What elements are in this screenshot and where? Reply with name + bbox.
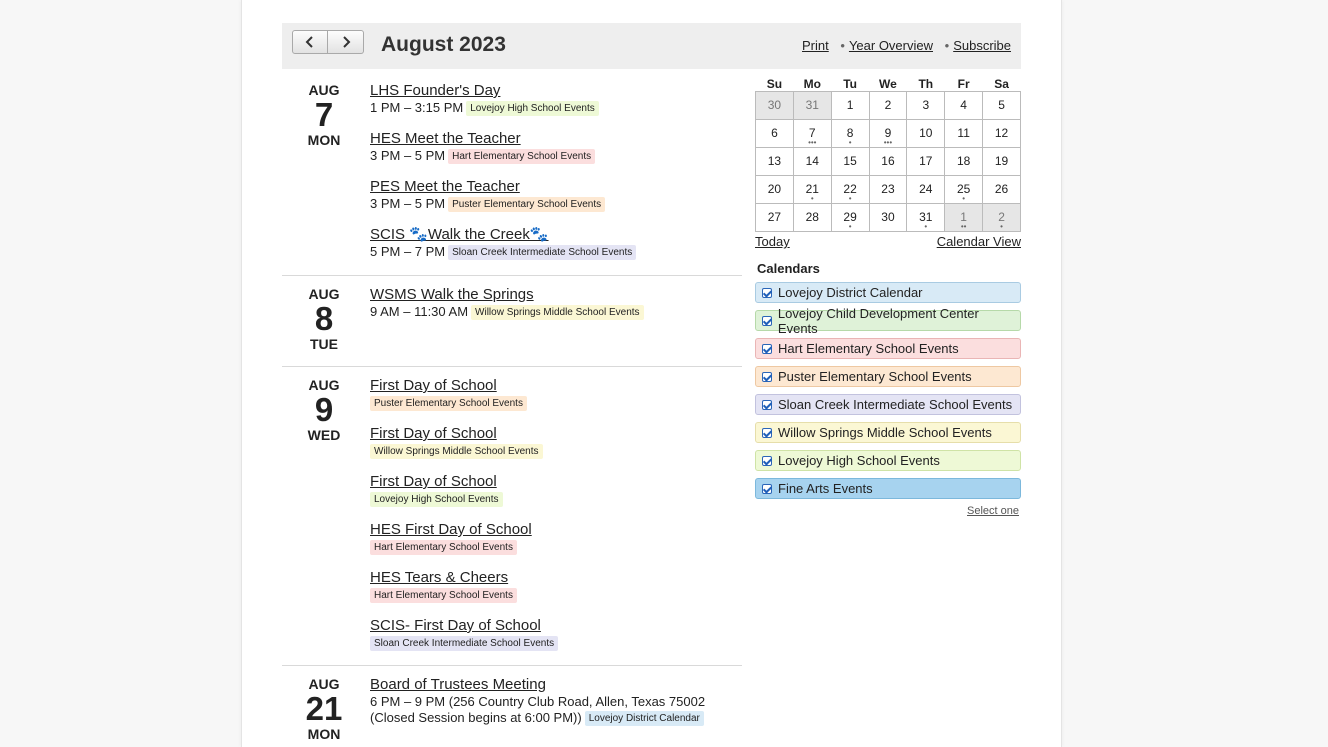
chevron-left-icon bbox=[303, 35, 317, 49]
mini-day-number: 13 bbox=[767, 154, 782, 168]
calendar-tag: Sloan Creek Intermediate School Events bbox=[370, 636, 558, 651]
print-link[interactable]: Print bbox=[802, 38, 829, 53]
weekday-header: Tu bbox=[843, 76, 857, 91]
event-meta bbox=[370, 395, 742, 411]
event-meta bbox=[370, 244, 742, 260]
event-meta bbox=[370, 148, 742, 164]
mini-calendar-footer bbox=[755, 234, 1021, 249]
link-separator: • bbox=[944, 38, 950, 53]
mini-day-number: 10 bbox=[919, 126, 933, 140]
weekday-header: Fr bbox=[957, 76, 970, 91]
checkbox-checked-icon[interactable] bbox=[762, 372, 772, 382]
calendar-label: Fine Arts Events bbox=[778, 481, 873, 496]
calendar-label: Lovejoy Child Development Center Events bbox=[777, 305, 979, 336]
mini-day-cell[interactable] bbox=[945, 92, 983, 120]
toolbar-links bbox=[802, 38, 1011, 53]
mini-day-cell[interactable] bbox=[831, 120, 869, 148]
day-date bbox=[282, 676, 366, 742]
mini-day-cell[interactable] bbox=[869, 204, 907, 232]
mini-day-number: 25 bbox=[956, 182, 971, 196]
today-link[interactable]: Today bbox=[755, 234, 790, 249]
mini-day-number: 5 bbox=[998, 98, 1005, 112]
mini-day-number: 15 bbox=[843, 154, 857, 168]
date-weekday: TUE bbox=[310, 336, 338, 352]
event-indicator-dots: •• bbox=[960, 222, 967, 231]
mini-day-cell[interactable] bbox=[831, 148, 869, 176]
event-item bbox=[370, 617, 742, 651]
event-indicator-dots: • bbox=[848, 222, 852, 231]
mini-day-number: 8 bbox=[846, 126, 854, 140]
mini-day-cell[interactable] bbox=[907, 120, 945, 148]
day-group bbox=[282, 666, 742, 747]
calendar-toggle[interactable] bbox=[755, 422, 1021, 443]
mini-day-number: 20 bbox=[767, 182, 782, 196]
mini-day-number: 1 bbox=[846, 98, 854, 112]
mini-day-number: 18 bbox=[956, 154, 971, 168]
calendars-list bbox=[755, 282, 1021, 499]
mini-day-cell[interactable] bbox=[869, 176, 907, 204]
mini-day-cell[interactable] bbox=[945, 204, 983, 232]
event-indicator-dots: • bbox=[848, 194, 852, 203]
mini-day-cell[interactable] bbox=[907, 176, 945, 204]
mini-day-number: 12 bbox=[994, 126, 1009, 140]
date-weekday: MON bbox=[307, 132, 341, 148]
mini-day-number: 30 bbox=[881, 210, 895, 224]
event-title-link[interactable]: HES Tears & Cheers bbox=[370, 569, 509, 586]
event-time-note: (Closed Session begins at 6:00 PM)) bbox=[370, 710, 582, 725]
event-indicator-dots: • bbox=[962, 194, 966, 203]
mini-day-number: 2 bbox=[998, 210, 1005, 224]
date-month: AUG bbox=[308, 286, 340, 302]
calendar-tag: Willow Springs Middle School Events bbox=[370, 444, 543, 459]
event-title-link[interactable]: First Day of School bbox=[370, 377, 497, 394]
agenda-list bbox=[282, 72, 742, 747]
mini-day-number: 31 bbox=[919, 210, 933, 224]
mini-day-number: 1 bbox=[960, 210, 967, 224]
mini-day-cell[interactable] bbox=[831, 92, 869, 120]
calendar-label: Lovejoy District Calendar bbox=[778, 285, 923, 300]
event-title-link[interactable]: WSMS Walk the Springs bbox=[370, 286, 534, 303]
calendar-label: Puster Elementary School Events bbox=[778, 369, 972, 384]
calendar-tag: Puster Elementary School Events bbox=[370, 396, 527, 411]
day-group bbox=[282, 276, 742, 367]
event-item bbox=[370, 130, 742, 164]
mini-day-number: 4 bbox=[960, 98, 967, 112]
event-title-link[interactable]: SCIS- First Day of School bbox=[370, 617, 541, 634]
mini-day-cell[interactable] bbox=[907, 92, 945, 120]
event-meta bbox=[370, 196, 742, 212]
calendar-label: Willow Springs Middle School Events bbox=[778, 425, 992, 440]
day-events bbox=[370, 276, 742, 320]
mini-day-number: 9 bbox=[884, 126, 892, 140]
chevron-right-icon bbox=[339, 35, 353, 49]
mini-day-cell[interactable] bbox=[983, 148, 1021, 176]
event-item bbox=[370, 425, 742, 459]
day-events bbox=[370, 367, 742, 651]
event-item bbox=[370, 569, 742, 603]
calendar-toggle[interactable] bbox=[755, 394, 1021, 415]
calendar-tag: Sloan Creek Intermediate School Events bbox=[448, 245, 636, 260]
mini-week-row bbox=[756, 176, 1021, 204]
date-number: 9 bbox=[314, 391, 334, 428]
event-meta bbox=[370, 539, 742, 555]
event-meta bbox=[370, 694, 742, 726]
day-date bbox=[282, 82, 366, 148]
mini-day-cell[interactable] bbox=[793, 92, 831, 120]
day-events bbox=[370, 72, 742, 260]
mini-day-number: 28 bbox=[805, 210, 819, 224]
date-month: AUG bbox=[308, 377, 340, 393]
checkbox-checked-icon[interactable] bbox=[762, 456, 772, 466]
select-one-link[interactable]: Select one bbox=[967, 505, 1019, 517]
mini-day-cell[interactable] bbox=[945, 176, 983, 204]
event-indicator-dots: • bbox=[924, 222, 928, 231]
date-weekday: MON bbox=[307, 726, 341, 742]
day-events bbox=[370, 666, 742, 726]
event-meta bbox=[370, 491, 742, 507]
event-item bbox=[370, 226, 742, 260]
event-title-link[interactable]: Board of Trustees Meeting bbox=[370, 676, 546, 693]
mini-day-cell[interactable] bbox=[793, 120, 831, 148]
mini-day-cell[interactable] bbox=[869, 92, 907, 120]
event-time: 3 PM – 5 PM bbox=[370, 196, 446, 211]
event-item bbox=[370, 377, 742, 411]
calendar-toggle[interactable] bbox=[755, 305, 1021, 336]
checkbox-checked-icon[interactable] bbox=[762, 288, 772, 298]
event-indicator-dots: ••• bbox=[808, 138, 817, 147]
weekday-header: Su bbox=[766, 76, 783, 91]
calendars-heading: Calendars bbox=[757, 261, 820, 276]
mini-day-cell[interactable] bbox=[756, 176, 794, 204]
calendar-tag: Hart Elementary School Events bbox=[370, 540, 517, 555]
mini-day-number: 27 bbox=[767, 210, 782, 224]
mini-day-cell[interactable] bbox=[983, 176, 1021, 204]
checkbox-checked-icon[interactable] bbox=[762, 344, 772, 354]
calendar-view-link[interactable]: Calendar View bbox=[936, 234, 1021, 249]
weekday-header: Th bbox=[918, 76, 934, 91]
event-item bbox=[370, 286, 742, 320]
calendar-tag: Willow Springs Middle School Events bbox=[471, 305, 644, 320]
calendar-tag: Lovejoy District Calendar bbox=[585, 711, 704, 726]
event-title-link[interactable]: LHS Founder's Day bbox=[370, 82, 501, 99]
calendar-tag: Hart Elementary School Events bbox=[448, 149, 595, 164]
day-date bbox=[282, 286, 366, 352]
event-item bbox=[370, 178, 742, 212]
day-group bbox=[282, 72, 742, 276]
mini-day-number: 16 bbox=[881, 154, 895, 168]
mini-day-number: 30 bbox=[767, 98, 782, 112]
mini-day-number: 29 bbox=[843, 210, 857, 224]
mini-day-cell[interactable] bbox=[793, 176, 831, 204]
event-title-link[interactable]: HES Meet the Teacher bbox=[370, 130, 521, 147]
event-meta bbox=[370, 635, 742, 651]
event-meta bbox=[370, 587, 742, 603]
date-number: 7 bbox=[314, 96, 334, 133]
mini-day-number: 19 bbox=[994, 154, 1009, 168]
mini-day-number: 2 bbox=[884, 98, 892, 112]
event-item bbox=[370, 82, 742, 116]
mini-day-cell[interactable] bbox=[756, 92, 794, 120]
mini-day-cell[interactable] bbox=[945, 120, 983, 148]
mini-day-number: 26 bbox=[994, 182, 1009, 196]
mini-calendar bbox=[755, 76, 1021, 232]
calendar-tag: Hart Elementary School Events bbox=[370, 588, 517, 603]
mini-day-cell[interactable] bbox=[793, 148, 831, 176]
mini-week-row bbox=[756, 92, 1021, 120]
mini-day-number: 17 bbox=[919, 154, 933, 168]
event-time: 6 PM – 9 PM (256 Country Club Road, Allen, Texas 75002 bbox=[370, 694, 706, 709]
mini-day-cell[interactable] bbox=[793, 204, 831, 232]
mini-day-cell[interactable] bbox=[756, 148, 794, 176]
mini-day-cell[interactable] bbox=[983, 204, 1021, 232]
checkbox-checked-icon[interactable] bbox=[762, 316, 772, 326]
date-number: 21 bbox=[305, 690, 343, 727]
month-title: August 2023 bbox=[381, 33, 506, 56]
mini-day-cell[interactable] bbox=[907, 148, 945, 176]
event-meta bbox=[370, 443, 742, 459]
event-title-link[interactable]: First Day of School bbox=[370, 425, 497, 442]
calendar-label: Sloan Creek Intermediate School Events bbox=[778, 397, 1013, 412]
calendar-tag: Puster Elementary School Events bbox=[448, 197, 605, 212]
calendar-label: Lovejoy High School Events bbox=[778, 453, 940, 468]
date-number: 8 bbox=[314, 300, 334, 337]
event-indicator-dots: • bbox=[1000, 222, 1003, 231]
previous-month-button[interactable] bbox=[292, 30, 328, 54]
mini-day-number: 21 bbox=[805, 182, 819, 196]
calendar-toggle[interactable] bbox=[755, 338, 1021, 359]
event-indicator-dots: • bbox=[848, 138, 852, 147]
calendar-tag: Lovejoy High School Events bbox=[370, 492, 503, 507]
event-indicator-dots: ••• bbox=[883, 138, 893, 147]
calendar-page bbox=[241, 0, 1062, 747]
event-title-link[interactable]: PES Meet the Teacher bbox=[370, 178, 520, 195]
event-item bbox=[370, 676, 742, 726]
calendar-toggle[interactable] bbox=[755, 282, 1021, 303]
event-title-link[interactable]: SCIS 🐾Walk the Creek🐾 bbox=[370, 226, 549, 243]
day-group bbox=[282, 367, 742, 666]
mini-day-cell[interactable] bbox=[831, 176, 869, 204]
mini-week-row bbox=[756, 204, 1021, 232]
event-time: 3 PM – 5 PM bbox=[370, 148, 446, 163]
mini-day-number: 7 bbox=[808, 126, 816, 140]
mini-week-row bbox=[756, 120, 1021, 148]
mini-day-number: 23 bbox=[881, 182, 895, 196]
event-meta bbox=[370, 304, 742, 320]
calendar-tag: Lovejoy High School Events bbox=[466, 101, 599, 116]
checkbox-checked-icon[interactable] bbox=[762, 428, 772, 438]
mini-day-cell[interactable] bbox=[756, 204, 794, 232]
event-title-link[interactable]: First Day of School bbox=[370, 473, 497, 490]
date-month: AUG bbox=[308, 676, 340, 692]
event-time: 9 AM – 11:30 AM bbox=[370, 304, 469, 319]
date-month: AUG bbox=[308, 82, 340, 98]
event-time: 1 PM – 3:15 PM bbox=[370, 100, 464, 115]
event-item bbox=[370, 473, 742, 507]
calendar-toggle[interactable] bbox=[755, 478, 1021, 499]
checkbox-checked-icon[interactable] bbox=[762, 484, 772, 494]
mini-day-number: 22 bbox=[843, 182, 857, 196]
subscribe-link[interactable]: Subscribe bbox=[953, 38, 1011, 53]
weekday-header: Mo bbox=[803, 76, 821, 91]
event-time: 5 PM – 7 PM bbox=[370, 244, 446, 259]
checkbox-checked-icon[interactable] bbox=[762, 400, 772, 410]
mini-day-cell[interactable] bbox=[869, 120, 907, 148]
mini-day-cell[interactable] bbox=[983, 92, 1021, 120]
next-month-button[interactable] bbox=[328, 30, 364, 54]
date-weekday: WED bbox=[307, 427, 341, 443]
mini-day-number: 24 bbox=[919, 182, 933, 196]
mini-week-row bbox=[756, 148, 1021, 176]
sidebar bbox=[755, 76, 1021, 517]
mini-day-number: 3 bbox=[922, 98, 930, 112]
weekday-header: Sa bbox=[994, 76, 1009, 91]
day-date bbox=[282, 377, 366, 443]
event-item bbox=[370, 521, 742, 555]
mini-day-cell[interactable] bbox=[945, 148, 983, 176]
year-overview-link[interactable]: Year Overview bbox=[848, 38, 933, 53]
calendar-toolbar bbox=[282, 23, 1021, 69]
event-indicator-dots: • bbox=[810, 194, 814, 203]
mini-day-number: 11 bbox=[957, 126, 970, 140]
mini-day-number: 31 bbox=[805, 98, 819, 112]
link-separator: • bbox=[840, 38, 845, 53]
calendar-toggle[interactable] bbox=[755, 450, 1021, 471]
calendar-label: Hart Elementary School Events bbox=[778, 341, 959, 356]
mini-day-number: 6 bbox=[771, 126, 778, 140]
mini-day-cell[interactable] bbox=[831, 204, 869, 232]
mini-day-number: 14 bbox=[805, 154, 819, 168]
mini-day-cell[interactable] bbox=[756, 120, 794, 148]
mini-day-cell[interactable] bbox=[869, 148, 907, 176]
mini-day-cell[interactable] bbox=[983, 120, 1021, 148]
event-meta bbox=[370, 100, 742, 116]
event-title-link[interactable]: HES First Day of School bbox=[370, 521, 532, 538]
mini-day-cell[interactable] bbox=[907, 204, 945, 232]
weekday-header: We bbox=[879, 76, 897, 91]
select-one-container bbox=[755, 505, 1019, 517]
calendar-toggle[interactable] bbox=[755, 366, 1021, 387]
